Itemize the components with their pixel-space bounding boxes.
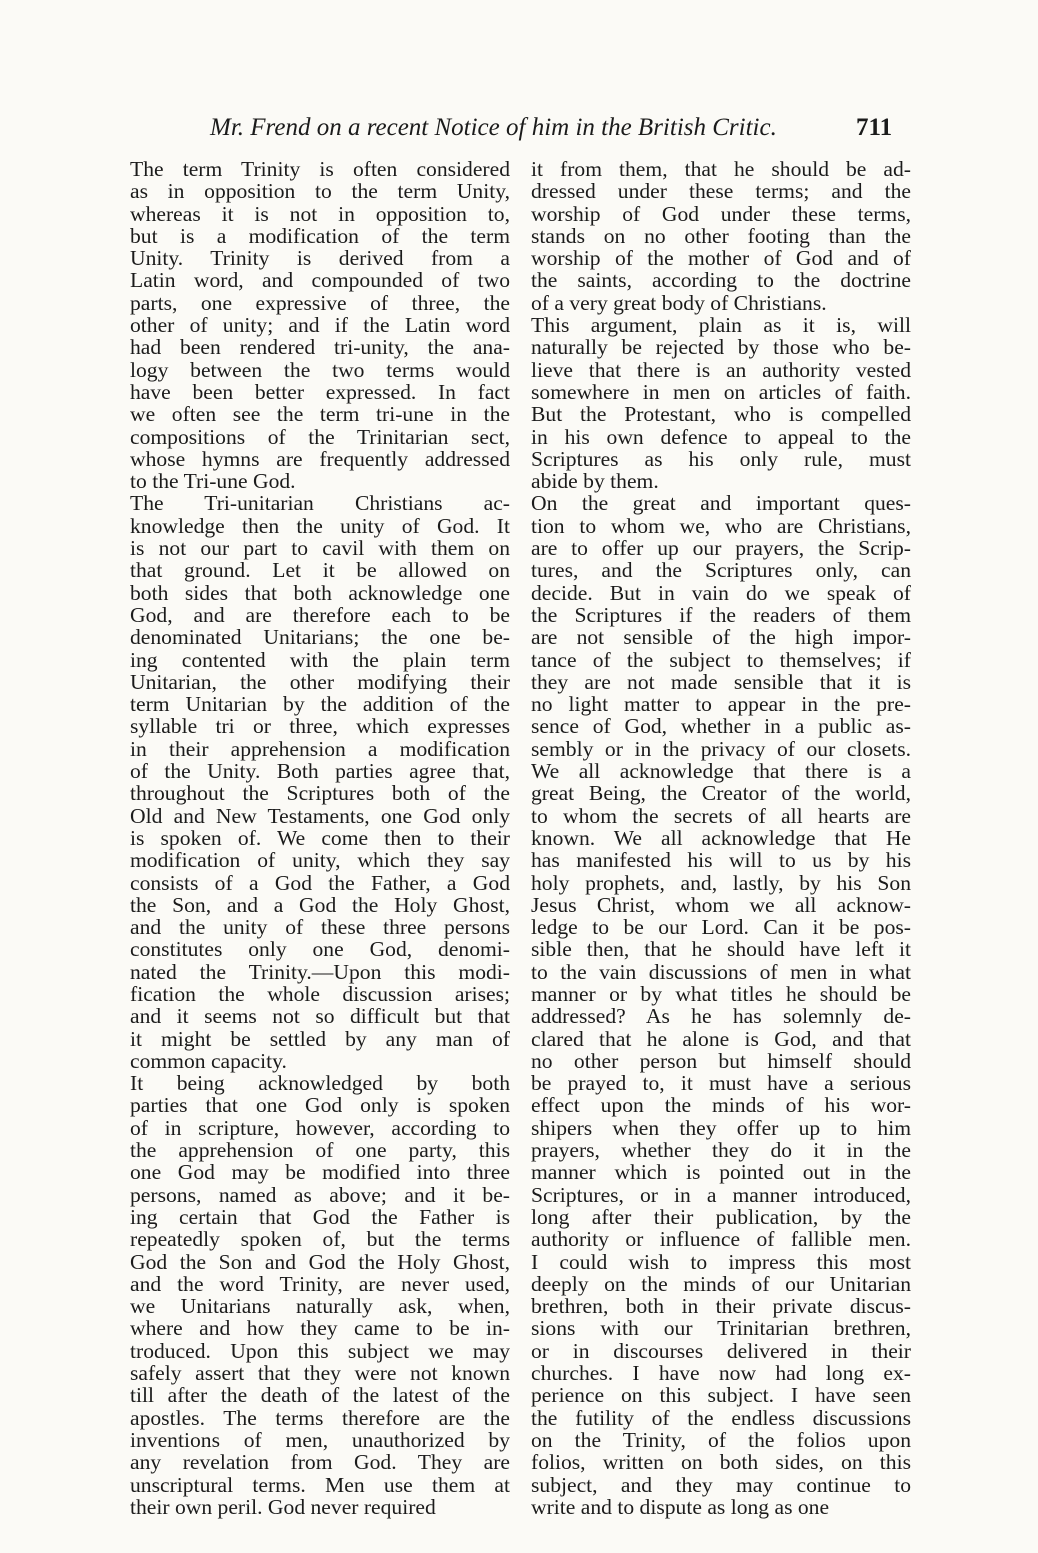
- text-line: other of unity; and if the Latin word: [130, 313, 510, 338]
- text-line: any revelation from God. They are: [130, 1450, 510, 1475]
- text-line: I could wish to impress this most: [531, 1249, 911, 1274]
- text-line: folios, written on both sides, on this: [531, 1450, 911, 1475]
- text-line: apostles. The terms therefore are the: [130, 1405, 510, 1430]
- text-line: tures, and the Scriptures only, can: [531, 558, 911, 583]
- text-line: God, and are therefore each to be: [130, 602, 510, 627]
- text-line: or in discourses delivered in their: [531, 1338, 911, 1363]
- text-line: and the unity of these three persons: [130, 915, 510, 940]
- text-line: their own peril. God never required: [130, 1494, 436, 1519]
- text-line: stands on no other footing than the: [531, 223, 911, 248]
- text-line: Unity. Trinity is derived from a: [130, 246, 510, 271]
- text-line: But the Protestant, who is compelled: [531, 402, 911, 427]
- text-line: term Unitarian by the addition of the: [130, 692, 510, 717]
- text-line: logy between the two terms would: [130, 357, 510, 382]
- text-line: worship of the mother of God and of: [531, 246, 911, 271]
- text-line: troduced. Upon this subject we may: [130, 1338, 510, 1363]
- text-line: we often see the term tri-une in the: [130, 402, 510, 427]
- text-line: naturally be rejected by those who be-: [531, 335, 911, 360]
- text-line: prayers, whether they do it in the: [531, 1138, 911, 1163]
- text-line: brethren, both in their private discus-: [531, 1294, 911, 1319]
- text-line: lieve that there is an authority vested: [531, 357, 911, 382]
- text-line: ing certain that God the Father is: [130, 1204, 510, 1229]
- text-line: The Tri-unitarian Christians ac-: [130, 491, 510, 516]
- text-line: it from them, that he should be ad-: [531, 157, 911, 181]
- page-number: 711: [856, 114, 893, 141]
- text-line: knowledge then the unity of God. It: [130, 513, 510, 538]
- text-line: Scriptures as his only rule, must: [531, 446, 911, 471]
- text-line: they are not made sensible that it is: [531, 669, 911, 694]
- text-line: repeatedly spoken of, but the terms: [130, 1227, 510, 1252]
- text-line: God the Son and God the Holy Ghost,: [130, 1249, 510, 1274]
- text-line: one God may be modified into three: [130, 1160, 510, 1185]
- text-line: Scriptures, or in a manner introduced,: [531, 1182, 911, 1207]
- text-line: authority or influence of fallible men.: [531, 1227, 911, 1252]
- text-line: as in opposition to the term Unity,: [130, 179, 510, 204]
- text-line: the apprehension of one party, this: [130, 1138, 510, 1163]
- text-line: deeply on the minds of our Unitarian: [531, 1271, 911, 1296]
- text-line: subject, and they may continue to: [531, 1472, 911, 1497]
- text-line: to whom the secrets of all hearts are: [531, 803, 911, 828]
- text-line: that ground. Let it be allowed on: [130, 558, 510, 583]
- text-line: tion to whom we, who are Christians,: [531, 513, 911, 538]
- text-line: no light matter to appear in the pre-: [531, 692, 911, 717]
- text-line: ing contented with the plain term: [130, 647, 510, 672]
- text-line: till after the death of the latest of the: [130, 1383, 510, 1408]
- text-line: ledge to be our Lord. Can it be pos-: [531, 915, 911, 940]
- text-line: the Scriptures if the readers of them: [531, 602, 911, 627]
- text-line: on the Trinity, of the folios upon: [531, 1427, 911, 1452]
- text-line: Latin word, and compounded of two: [130, 268, 510, 293]
- text-line: of the Unity. Both parties agree that,: [130, 759, 510, 784]
- right-column: [531, 158, 911, 1518]
- text-line: to the Tri-une God.: [130, 469, 296, 494]
- running-header: [210, 114, 910, 142]
- text-line: perience on this subject. I have seen: [531, 1383, 911, 1408]
- text-line: write and to dispute as long as one: [531, 1494, 830, 1519]
- text-line: It being acknowledged by both: [130, 1071, 510, 1096]
- text-line: common capacity.: [130, 1048, 287, 1073]
- text-line: of in scripture, however, according to: [130, 1115, 510, 1140]
- text-line: dressed under these terms; and the: [531, 179, 911, 204]
- text-line: is not our part to cavil with them on: [130, 536, 510, 561]
- text-line: abide by them.: [531, 469, 659, 494]
- text-line: churches. I have now had long ex-: [531, 1361, 911, 1386]
- text-line: no other person but himself should: [531, 1048, 911, 1073]
- text-line: the saints, according to the doctrine: [531, 268, 911, 293]
- text-line: modification of unity, which they say: [130, 848, 510, 873]
- text-line: effect upon the minds of his wor-: [531, 1093, 911, 1118]
- text-line: the futility of the endless discussions: [531, 1405, 911, 1430]
- text-line: nated the Trinity.—Upon this modi-: [130, 959, 510, 984]
- text-line: The term Trinity is often considered: [130, 157, 510, 181]
- text-line: be prayed to, it must have a serious: [531, 1071, 911, 1096]
- text-line: fication the whole discussion arises;: [130, 981, 510, 1006]
- text-line: are not sensible of the high impor-: [531, 625, 911, 650]
- running-title: Mr. Frend on a recent Notice of him in the British Critic.: [210, 114, 777, 141]
- text-line: and the word Trinity, are never used,: [130, 1271, 510, 1296]
- text-line: is spoken of. We come then to their: [130, 825, 510, 850]
- text-line: the Son, and a God the Holy Ghost,: [130, 892, 510, 917]
- text-line: both sides that both acknowledge one: [130, 580, 510, 605]
- text-line: consists of a God the Father, a God: [130, 870, 510, 895]
- text-line: whose hymns are frequently addressed: [130, 446, 510, 471]
- text-line: worship of God under these terms,: [531, 201, 911, 226]
- text-line: parties that one God only is spoken: [130, 1093, 510, 1118]
- text-line: denominated Unitarians; the one be-: [130, 625, 510, 650]
- text-line: where and how they came to be in-: [130, 1316, 510, 1341]
- text-line: have been better expressed. In fact: [130, 379, 510, 404]
- text-line: are to offer up our prayers, the Scrip-: [531, 536, 911, 561]
- text-line: somewhere in men on articles of faith.: [531, 379, 911, 404]
- text-line: it might be settled by any man of: [130, 1026, 510, 1051]
- text-line: safely assert that they were not known: [130, 1361, 510, 1386]
- text-line: We all acknowledge that there is a: [531, 759, 911, 784]
- text-line: Unitarian, the other modifying their: [130, 669, 510, 694]
- text-line: manner or by what titles he should be: [531, 981, 911, 1006]
- text-line: but is a modification of the term: [130, 223, 510, 248]
- text-line: has manifested his will to us by his: [531, 848, 911, 873]
- text-line: clared that he alone is God, and that: [531, 1026, 911, 1051]
- text-line: manner which is pointed out in the: [531, 1160, 911, 1185]
- text-line: of a very great body of Christians.: [531, 290, 827, 315]
- left-column: [130, 158, 510, 1518]
- text-line: This argument, plain as it is, will: [531, 313, 911, 338]
- text-line: to the vain discussions of men in what: [531, 959, 911, 984]
- text-line: throughout the Scriptures both of the: [130, 781, 510, 806]
- text-line: tance of the subject to themselves; if: [531, 647, 911, 672]
- text-line: long after their publication, by the: [531, 1204, 911, 1229]
- text-line: addressed? As he has solemnly de-: [531, 1004, 911, 1029]
- text-line: persons, named as above; and it be-: [130, 1182, 510, 1207]
- text-line: holy prophets, and, lastly, by his Son: [531, 870, 911, 895]
- text-line: compositions of the Trinitarian sect,: [130, 424, 510, 449]
- text-line: in their apprehension a modification: [130, 736, 510, 761]
- text-line: sence of God, whether in a public as-: [531, 714, 911, 739]
- text-line: sions with our Trinitarian brethren,: [531, 1316, 911, 1341]
- text-line: Jesus Christ, whom we all acknow-: [531, 892, 911, 917]
- text-line: whereas it is not in opposition to,: [130, 201, 510, 226]
- text-line: syllable tri or three, which expresses: [130, 714, 510, 739]
- text-line: had been rendered tri-unity, the ana-: [130, 335, 510, 360]
- text-line: parts, one expressive of three, the: [130, 290, 510, 315]
- text-line: we Unitarians naturally ask, when,: [130, 1294, 510, 1319]
- text-line: On the great and important ques-: [531, 491, 911, 516]
- text-line: in his own defence to appeal to the: [531, 424, 911, 449]
- text-line: and it seems not so difficult but that: [130, 1004, 510, 1029]
- text-line: known. We all acknowledge that He: [531, 825, 911, 850]
- text-line: sible then, that he should have left it: [531, 937, 911, 962]
- text-line: inventions of men, unauthorized by: [130, 1427, 510, 1452]
- text-line: Old and New Testaments, one God only: [130, 803, 510, 828]
- text-line: unscriptural terms. Men use them at: [130, 1472, 510, 1497]
- text-line: decide. But in vain do we speak of: [531, 580, 911, 605]
- text-line: sembly or in the privacy of our closets.: [531, 736, 911, 761]
- text-line: shipers when they offer up to him: [531, 1115, 911, 1140]
- text-line: constitutes only one God, denomi-: [130, 937, 510, 962]
- text-line: great Being, the Creator of the world,: [531, 781, 911, 806]
